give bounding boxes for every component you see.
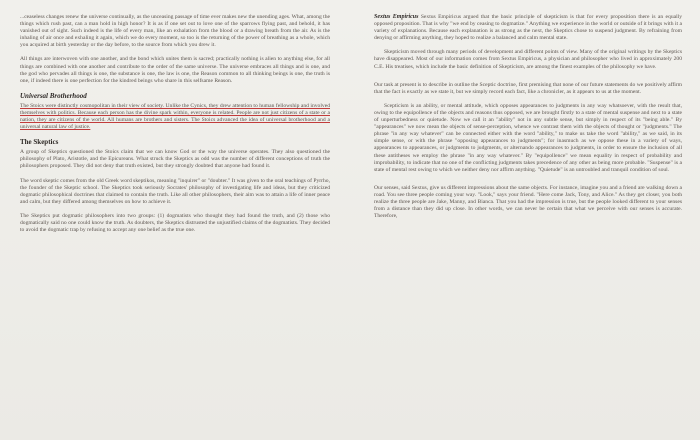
paragraph-sextus <box>374 14 682 42</box>
right-column <box>374 14 682 227</box>
paragraph-impermanence: ...ceaseless changes renew the universe continually, as the unceasing passage of time ever makes new the unending ages. What, among the things which rush past, can a man hold in high honor? It is as if one set out to love one of the sparrows flying past, and behold, it has vanished out of sight. Such indeed is the life of every man, like an exhalation from the blood or a drawing breath from the air. As is the inhaling of air once and exhaling it again, which we do every moment, so too is the returning of the power of breathing as a whole, which you acquired at birth yesterday or the day before, to the source from which you drew it. <box>20 14 330 49</box>
paragraph-development: Skepticism moved through many periods of development and different points of view. Many of the original writings by the Skeptics have disappeared. Most of our information comes from Sextus Empiricus, a physician and philosopher who lived in approximately 200 C.E. His treatises, which include the basic definition of Skepticism, are among the finest examples of the philosophy we have. <box>374 49 682 70</box>
paragraph-skeptic-word: The word skeptic comes from the old Greek word skeptikos, meaning "inquirer" or "doubter." It was given to the oral teachings of Pyrrho, the founder of the Skeptic school. The Skeptics took seriously Socrates' philosophy of investigating life and ideas, but they criticized dogmatic philosophical doctrines that claimed to contain the truth. Like all other philosophers, their aim was to attain a life of inner peace and calm, but they differed among themselves on how to achieve it. <box>20 177 330 205</box>
paragraph-universal-brotherhood: The Stoics were distinctly cosmopolitan in their view of society. Unlike the Cynics, they drew attention to human fellowship and involved themselves with politics. Because each person has the divine spark within, everyone is related. People are not just citizens of a state or a nation, they are citizens of the world. All humans are brothers and sisters. The Stoics advanced the idea of universal brotherhood and a universal natural law of justice. <box>20 102 330 131</box>
paragraph-skeptics-intro: A group of Skeptics questioned the Stoics claim that we can know God or the way the universe operates. They also questioned the philosophy of Plato, Aristotle, and the Epicureans. What struck the Skeptics as odd was the number of different conceptions of truth the philosophers proposed. They did not deny that truth existed, but they strongly doubted that anyone had found it. <box>20 149 330 170</box>
paragraph-sextus-text: Sextus Empiricus argued that the basic principle of skepticism is that for every proposition there is an equally opposed proposition. That is why "we end by ceasing to dogmatize." Anything we experience in the world or outside of it brings with it a variety of explanations. Because each explanation is as strong as the next, the Skeptics chose to suspend judgment. By refraining from denying or affirming anything, they hoped to realize a balanced and calm mental state. <box>374 14 683 42</box>
paragraph-interwoven: All things are interwoven with one another, and the bond which unites them is sacred; practically nothing is alien to anything else, for all things are combined with one another and contribute to the order of the same universe. The universe embraces all things and is one, and the god who pervades all things is one, the substance is one, the law is one, the Reason common to all thinking beings is one, the truth is one, if indeed there is one perfection for the kindred beings who share in this selfsame Reason. <box>20 56 330 84</box>
paragraph-dogmatists: The Skeptics put dogmatic philosophers into two groups: (1) dogmatists who thought they had found the truth, and (2) those who dogmatically said no one could know the truth. As doubters, the Skeptics distrusted the unjustified claims of the dogmatists. They decided to avoid the dogmatic trap by refusing to accept any one belief as the true one. <box>20 212 330 234</box>
quote-scepticism-definition: Scepticism is an ability, or mental attitude, which opposes appearances to judgments in any way whatsoever, with the result that, owing to the equipollence of the objects and reasons thus opposed, we are brought firstly to a state of mental suspense and next to a state of unperturbedness or quietude. Now we call it an "ability" not in any subtle sense, but simply in respect of its "being able." By "appearances" we now mean the objects of sense-perception, whence we contrast them with the objects of thought or "judgments." The phrase "in any way whatever" can be connected either with the word "ability," to make us take the word "ability," as we said, in its simple sense, or with the phrase "opposing appearances to judgments"; for inasmuch as we oppose these in a variety of ways, appearances to appearances, or judgments to judgments, or alternando appearances to judgments, in order to ensure the inclusion of all these antitheses we employ the phrase "in any way whatever." By "equipollence" we mean equality in respect of probability and improbability, to indicate that no one of the conflicting judgments takes precedence of any other as being more probable. "Suspense" is a state of mental rest owing to which we neither deny nor affirm anything. "Quietude" is an untroubled and tranquil condition of soul. <box>374 102 682 173</box>
paragraph-senses: Our senses, said Sextus, give us different impressions about the same objects. For instance, imagine you and a friend are walking down a road. You see three people coming your way. "Look," says your friend. "Here come Jack, Tony, and Alice." As they get closer, you both realize the three people are Jake, Manny, and Bianca. That you had the impression is true, but the people looked different to your senses from a distance than they did up close. In other words, we can never be certain that what we perceive with our senses is accurate. Therefore, <box>374 184 682 220</box>
runin-sextus-empiricus: Sextus Empiricus <box>374 14 419 20</box>
heading-the-skeptics: The Skeptics <box>20 138 59 147</box>
quote-task: Our task at present is to describe in outline the Sceptic doctrine, first premising that none of our future statements do we positively affirm that the fact is exactly as we state it, but we simply record each fact, like a chronicler, as it appears to us at the moment. <box>374 81 682 95</box>
left-column <box>20 14 330 241</box>
heading-universal-brotherhood: Universal Brotherhood <box>20 91 87 100</box>
